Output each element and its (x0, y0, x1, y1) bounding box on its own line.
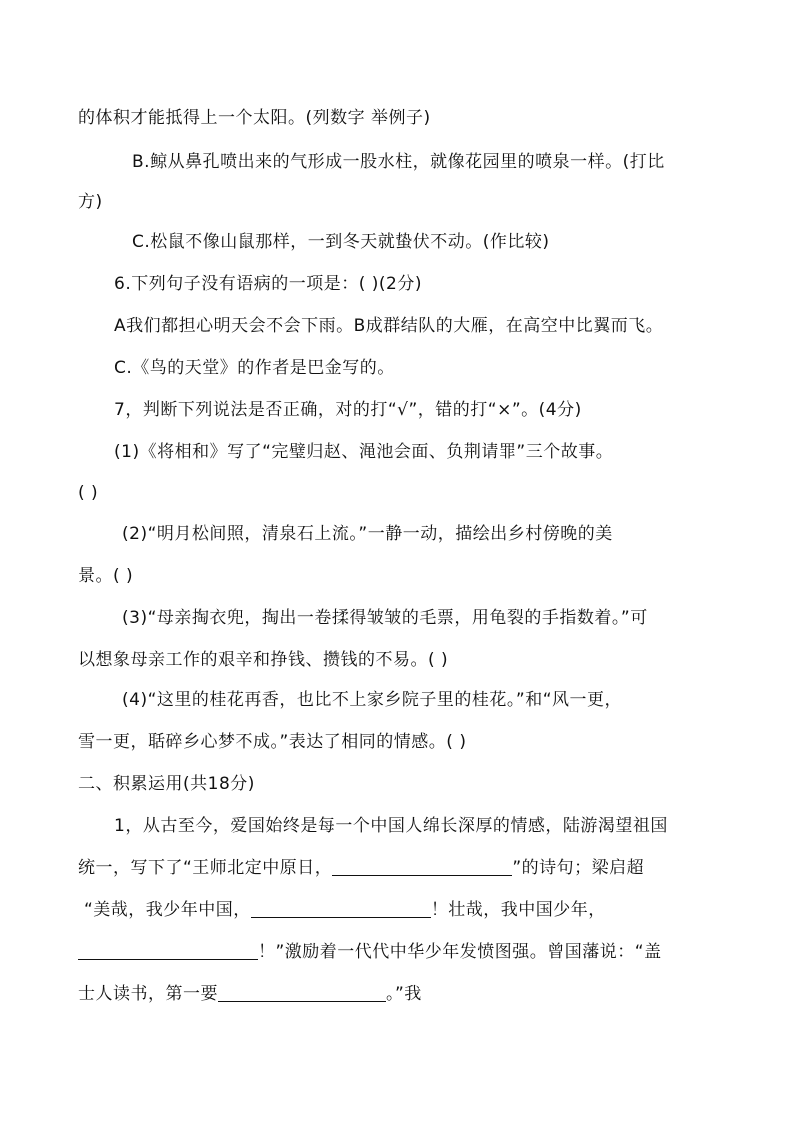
text-line: 的体积才能抵得上一个太阳。(列数字 举例子) (78, 108, 431, 128)
text-line: 景。( ) (78, 566, 134, 586)
text-fragment: ”的诗句；梁启超 (512, 858, 645, 878)
text-fragment: ！”激励着一代代中华少年发愤图强。曾国藩说：“盖 (258, 942, 662, 962)
text-fragment: “美哉，我少年中国， (84, 900, 251, 920)
option-b: B.鲸从鼻孔喷出来的气形成一股水柱，就像花园里的喷泉一样。(打比 (132, 152, 665, 172)
judge-item-2: (2)“明月松间照，清泉石上流。”一静一动，描绘出乡村傍晚的美 (122, 524, 613, 544)
text-fragment: ！壮哉，我中国少年， (430, 900, 606, 920)
fill-line (78, 982, 422, 1006)
option-c: C.松鼠不像山鼠那样，一到冬天就蛰伏不动。(作比较) (132, 232, 550, 252)
text-line: 以想象母亲工作的艰辛和挣钱、攒钱的不易。( ) (78, 650, 449, 670)
text-fragment: 统一，写下了“王师北定中原日， (78, 858, 333, 878)
question-7: 7，判断下列说法是否正确，对的打“√”，错的打“×”。(4分) (114, 400, 582, 420)
text-fragment: 。”我 (386, 984, 422, 1004)
fill-line (84, 898, 606, 922)
answer-blank[interactable] (78, 941, 258, 960)
judge-item-3: (3)“母亲掏衣兜，掏出一卷揉得皱皱的毛票，用龟裂的手指数着。”可 (122, 608, 648, 628)
question-6: 6.下列句子没有语病的一项是：( )(2分) (114, 274, 422, 294)
judge-item-1: (1)《将相和》写了“完璧归赵、渑池会面、负荆请罪”三个故事。 (114, 442, 614, 462)
answer-blank[interactable] (218, 983, 386, 1002)
fill-line (78, 856, 644, 880)
question-6-option-c: C.《鸟的天堂》的作者是巴金写的。 (114, 358, 395, 378)
answer-blank[interactable] (332, 857, 512, 876)
answer-paren: ( ) (78, 483, 99, 503)
fill-line (78, 940, 662, 964)
section-heading: 二、积累运用(共18分) (78, 774, 255, 794)
text-fragment: 士人读书，第一要 (78, 984, 218, 1004)
question-6-options: A我们都担心明天会不会下雨。B成群结队的大雁，在高空中比翼而飞。 (114, 316, 664, 336)
fill-question-1: 1，从古至今，爱国始终是每一个中国人绵长深厚的情感，陆游渴望祖国 (114, 816, 668, 836)
judge-item-4: (4)“这里的桂花再香，也比不上家乡院子里的桂花。”和“风一更， (122, 690, 623, 710)
answer-blank[interactable] (251, 899, 431, 918)
text-line: 方) (78, 192, 103, 212)
text-line: 雪一更，聒碎乡心梦不成。”表达了相同的情感。( ) (78, 732, 467, 752)
